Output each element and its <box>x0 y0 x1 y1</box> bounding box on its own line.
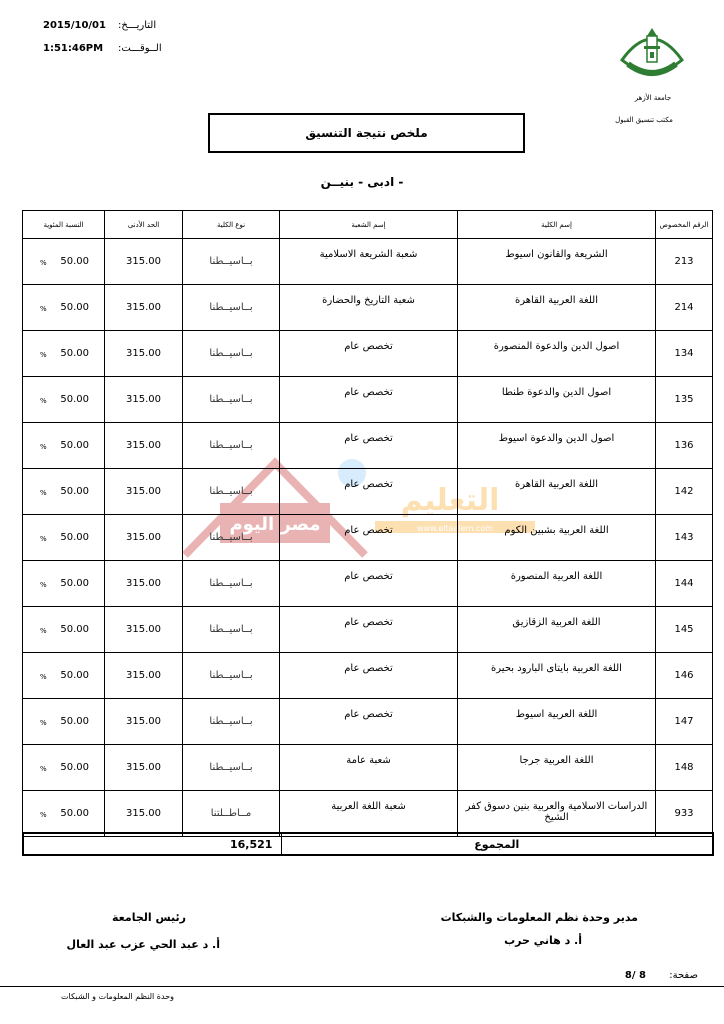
cell-college: اللغة العربية اسيوط <box>458 699 656 745</box>
cell-college: الدراسات الاسلامية والعربية بنين دسوق كفر الشيخ <box>458 791 656 837</box>
cell-percent <box>23 469 105 515</box>
table-row <box>23 515 713 561</box>
percent-value: 50.00 <box>60 624 89 635</box>
header-type: نوع الكلية <box>183 211 280 239</box>
cell-code: 148 <box>656 745 713 791</box>
cell-college: اللغة العربية جرجا <box>458 745 656 791</box>
cell-min-grade: 315.00 <box>105 239 183 285</box>
header-code: الرقم المخصوص <box>656 211 713 239</box>
cell-code: 214 <box>656 285 713 331</box>
cell-min-grade: 315.00 <box>105 377 183 423</box>
percent-value: 50.00 <box>60 394 89 405</box>
signature-right-name: أ. د هاني حرب <box>504 934 582 947</box>
header-percent: النسبة المئوية <box>23 211 105 239</box>
cell-college: اللغة العربية القاهرة <box>458 285 656 331</box>
watermark-text-sub: www.eltaalem.com <box>416 524 494 533</box>
cell-branch: تخصص عام <box>280 423 458 469</box>
percent-value: 50.00 <box>60 256 89 267</box>
cell-min-grade: 315.00 <box>105 285 183 331</box>
cell-type: مــاطــلتنا <box>183 791 280 837</box>
cell-college: اللغة العربية بايتاى البارود بحيرة <box>458 653 656 699</box>
cell-percent <box>23 653 105 699</box>
total-row <box>22 832 714 856</box>
footer-divider <box>0 986 724 987</box>
cell-branch: شعبة اللغة العربية <box>280 791 458 837</box>
table-row <box>23 607 713 653</box>
signature-right-title: مدير وحدة نظم المعلومات والشبكات <box>440 911 638 924</box>
cell-min-grade: 315.00 <box>105 607 183 653</box>
percent-sign: % <box>40 719 47 727</box>
percent-value: 50.00 <box>60 762 89 773</box>
cell-percent <box>23 331 105 377</box>
cell-college: اصول الدين والدعوة اسيوط <box>458 423 656 469</box>
page-label: صفحة: <box>669 970 698 981</box>
percent-sign: % <box>40 351 47 359</box>
cell-percent <box>23 515 105 561</box>
header-branch: إسم الشعبة <box>280 211 458 239</box>
percent-sign: % <box>40 305 47 313</box>
cell-college: اصول الدين والدعوة المنصورة <box>458 331 656 377</box>
cell-percent <box>23 423 105 469</box>
cell-type: بــاسيــطنا <box>183 699 280 745</box>
percent-value: 50.00 <box>60 670 89 681</box>
table-row <box>23 239 713 285</box>
time-value: 1:51:46PM <box>43 43 104 54</box>
cell-code: 146 <box>656 653 713 699</box>
header-min-grade: الحد الأدنى <box>105 211 183 239</box>
cell-type: بــاسيــطنا <box>183 745 280 791</box>
signature-left-title: رئيس الجامعة <box>112 911 186 924</box>
percent-value: 50.00 <box>60 302 89 313</box>
cell-branch: تخصص عام <box>280 377 458 423</box>
cell-branch: تخصص عام <box>280 331 458 377</box>
page-number: 8 /8 <box>624 970 646 981</box>
cell-code: 143 <box>656 515 713 561</box>
cell-type: بــاسيــطنا <box>183 285 280 331</box>
table-row <box>23 377 713 423</box>
report-title: ملخص نتيجة التنسيق <box>208 113 525 153</box>
cell-min-grade: 315.00 <box>105 423 183 469</box>
percent-value: 50.00 <box>60 486 89 497</box>
cell-min-grade: 315.00 <box>105 653 183 699</box>
cell-college: اللغة العربية القاهرة <box>458 469 656 515</box>
results-table <box>22 210 713 837</box>
report-subtitle: - ادبى - بنيــن <box>320 175 404 189</box>
cell-min-grade: 315.00 <box>105 515 183 561</box>
cell-code: 135 <box>656 377 713 423</box>
percent-value: 50.00 <box>60 532 89 543</box>
cell-min-grade: 315.00 <box>105 561 183 607</box>
cell-college: اللغة العربية بشبين الكوم <box>458 515 656 561</box>
cell-branch: شعبة الشريعة الاسلامية <box>280 239 458 285</box>
percent-value: 50.00 <box>60 348 89 359</box>
percent-value: 50.00 <box>60 440 89 451</box>
cell-type: بــاسيــطنا <box>183 653 280 699</box>
table-row <box>23 561 713 607</box>
cell-min-grade: 315.00 <box>105 745 183 791</box>
university-logo <box>614 24 690 88</box>
cell-code: 136 <box>656 423 713 469</box>
total-value: 16,521 <box>23 833 281 855</box>
cell-college: اللغة العربية الزقازيق <box>458 607 656 653</box>
cell-college: اللغة العربية المنصورة <box>458 561 656 607</box>
percent-sign: % <box>40 397 47 405</box>
percent-value: 50.00 <box>60 578 89 589</box>
table-row <box>23 285 713 331</box>
cell-type: بــاسيــطنا <box>183 377 280 423</box>
cell-branch: تخصص عام <box>280 653 458 699</box>
cell-type: بــاسيــطنا <box>183 561 280 607</box>
watermark-text-main: التعليم <box>400 483 500 518</box>
cell-branch: شعبة عامة <box>280 745 458 791</box>
table-row <box>23 699 713 745</box>
watermark-text-left: مصر اليوم <box>229 514 321 535</box>
table-header-row <box>23 211 713 239</box>
percent-sign: % <box>40 673 47 681</box>
cell-percent <box>23 607 105 653</box>
cell-percent <box>23 699 105 745</box>
cell-branch: تخصص عام <box>280 699 458 745</box>
cell-min-grade: 315.00 <box>105 699 183 745</box>
cell-code: 147 <box>656 699 713 745</box>
cell-college: الشريعة والقانون اسيوط <box>458 239 656 285</box>
cell-branch: تخصص عام <box>280 469 458 515</box>
cell-min-grade: 315.00 <box>105 331 183 377</box>
cell-type: بــاسيــطنا <box>183 515 280 561</box>
cell-percent <box>23 791 105 837</box>
footer-text: وحدة النظم المعلومات و الشبكات <box>61 992 174 1001</box>
table-row <box>23 745 713 791</box>
cell-type: بــاسيــطنا <box>183 331 280 377</box>
signature-left-name: أ. د عبد الحي عزب عبد العال <box>66 938 220 951</box>
cell-type: بــاسيــطنا <box>183 239 280 285</box>
percent-sign: % <box>40 811 47 819</box>
cell-college: اصول الدين والدعوة طنطا <box>458 377 656 423</box>
cell-percent <box>23 745 105 791</box>
cell-code: 145 <box>656 607 713 653</box>
time-label: الــوقـــت: <box>118 43 162 54</box>
cell-min-grade: 315.00 <box>105 469 183 515</box>
percent-sign: % <box>40 627 47 635</box>
cell-percent <box>23 285 105 331</box>
percent-sign: % <box>40 535 47 543</box>
cell-code: 134 <box>656 331 713 377</box>
table-row <box>23 653 713 699</box>
cell-branch: تخصص عام <box>280 515 458 561</box>
header-college: إسم الكلية <box>458 211 656 239</box>
total-label: المجموع <box>281 833 713 855</box>
cell-type: بــاسيــطنا <box>183 469 280 515</box>
percent-value: 50.00 <box>60 808 89 819</box>
cell-branch: تخصص عام <box>280 607 458 653</box>
cell-code: 933 <box>656 791 713 837</box>
office-name: مكتب تنسيق القبول <box>615 116 673 124</box>
university-name: جامعة الأزهر <box>634 94 672 102</box>
date-label: التاريـــخ: <box>118 20 157 31</box>
date-value: 2015/10/01 <box>43 20 106 31</box>
cell-code: 213 <box>656 239 713 285</box>
percent-sign: % <box>40 489 47 497</box>
table-row <box>23 791 713 837</box>
cell-min-grade: 315.00 <box>105 791 183 837</box>
cell-branch: تخصص عام <box>280 561 458 607</box>
table-row <box>23 331 713 377</box>
table-row <box>23 423 713 469</box>
percent-sign: % <box>40 443 47 451</box>
cell-code: 144 <box>656 561 713 607</box>
cell-percent <box>23 239 105 285</box>
table-row <box>23 469 713 515</box>
cell-branch: شعبة التاريخ والحضارة <box>280 285 458 331</box>
cell-percent <box>23 377 105 423</box>
cell-code: 142 <box>656 469 713 515</box>
cell-type: بــاسيــطنا <box>183 423 280 469</box>
percent-sign: % <box>40 259 47 267</box>
percent-sign: % <box>40 765 47 773</box>
cell-type: بــاسيــطنا <box>183 607 280 653</box>
percent-sign: % <box>40 581 47 589</box>
cell-percent <box>23 561 105 607</box>
percent-value: 50.00 <box>60 716 89 727</box>
